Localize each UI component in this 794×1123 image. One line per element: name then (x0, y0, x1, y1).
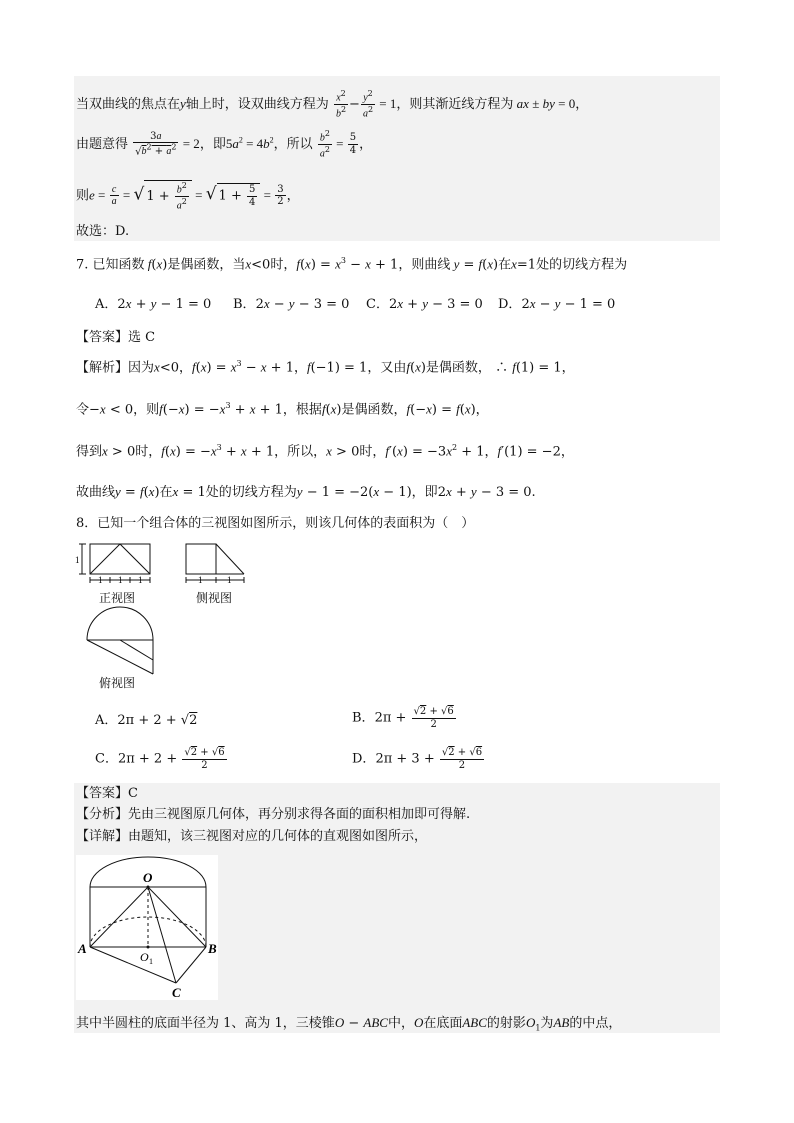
point-label-A: A (78, 941, 87, 956)
q7-analysis-line-1: 【解析】因为x<0，$f(x) = x^3 - x + 1$，f(−1) = 1，又由f(x)是偶函数， ∴ f(1) = 1， (76, 359, 575, 376)
q8-answer: 【答案】C (76, 786, 138, 801)
front-view-label: 正视图 (99, 591, 136, 605)
q8-option-d: D．2π + 3 + $\frac{√2 + √6}{2}$ (352, 747, 483, 771)
q7-option-a: A．2x + y − 1 = 0 (95, 296, 212, 312)
q8-stem: 8．已知一个组合体的三视图如图所示，则该几何体的表面积为（ ） (76, 516, 475, 531)
q7-answer: 【答案】选 C (76, 330, 156, 345)
point-label-O: O (143, 870, 153, 885)
q7-option-c: C．2x + y − 3 = 0 (366, 296, 483, 312)
solution-line-3: 则e = $\frac{c}{a}$ = √ 1 + $\frac{b^2}{a^2}$ = √ 1 + $\frac{5}{4}$ = $\frac{3}{2}$ ， (76, 181, 300, 212)
solution-line-1: 当双曲线的焦点在y轴上时，设双曲线方程为 $\frac{x^2}{b^2}$ − $\frac{y^2}{a^2}$ = 1，则其渐近线方程为 ax ± by = 0， (76, 89, 589, 120)
point-label-C: C (172, 985, 181, 1000)
q7-stem: 7. 已知函数 f(x)是偶函数，当x<0时，$f(x) = x^3 - x + 1$，则曲线 y = f(x)在x=1处的切线方程为 (76, 256, 628, 273)
dim-label: 1 (138, 575, 143, 585)
solid-figure (76, 855, 218, 1000)
solution-conclusion: 故选：D. (76, 224, 130, 239)
top-view (87, 607, 153, 674)
point-label-O1-sub: 1 (149, 957, 153, 966)
q7-option-b: B．2x − y − 3 = 0 (233, 296, 350, 312)
side-view-label: 侧视图 (196, 591, 233, 605)
q8-option-a: A．2π + 2 + √2 (95, 713, 198, 728)
q7-analysis-line-3: 得到x > 0时，$f(x) = -x^3 + x + 1$，所以，x > 0时，$f'(x) = -3x^2 + 1$，f′(1) = −2， (76, 443, 574, 460)
dim-label: 1 (118, 575, 123, 585)
q7-analysis-line-4: 故曲线y = f(x)在x = 1处的切线方程为y − 1 = −2(x − 1)，即2x + y − 3 = 0. (76, 484, 536, 500)
dim-label: 1 (227, 575, 232, 585)
top-view-label: 俯视图 (99, 676, 136, 690)
three-view-figure (70, 538, 270, 698)
q7-analysis-line-2: 令−x < 0，则$f(-x) = -x^3 + x + 1$，根据f(x)是偶函数，f(−x) = f(x)， (76, 401, 489, 418)
q8-option-b: B．2π + $\frac{√2 + √6}{2}$ (352, 706, 454, 730)
q8-xiangjie: 【详解】由题知，该三视图对应的几何体的直观图如图所示， (76, 829, 428, 844)
dim-label: 1 (75, 555, 80, 565)
q8-last-line: 其中半圆柱的底面半径为 1、高为 1，三棱锥O − ABC中，O在底面ABC的射影$O_1$为AB的中点， (76, 1015, 622, 1033)
dim-label: 1 (98, 575, 103, 585)
q8-fenxi: 【分析】先由三视图原几何体，再分别求得各面的面积相加即可得解. (76, 807, 471, 822)
solution-line-2: 由题意得 $\frac{3a}{√b^2 + a^2}$ = 2，即$5a^2 = 4b^2$，所以 $\frac{b^2}{a^2}$ = $\frac{5}{4}$ ， (76, 129, 373, 160)
point-label-B: B (208, 941, 217, 956)
q7-option-d: D．2x − y − 1 = 0 (498, 296, 616, 312)
q8-option-c: C．2π + 2 + $\frac{√2 + √6}{2}$ (95, 747, 225, 771)
dim-label: 1 (198, 575, 203, 585)
side-view (186, 544, 244, 583)
point-label-O1: O (140, 950, 149, 964)
